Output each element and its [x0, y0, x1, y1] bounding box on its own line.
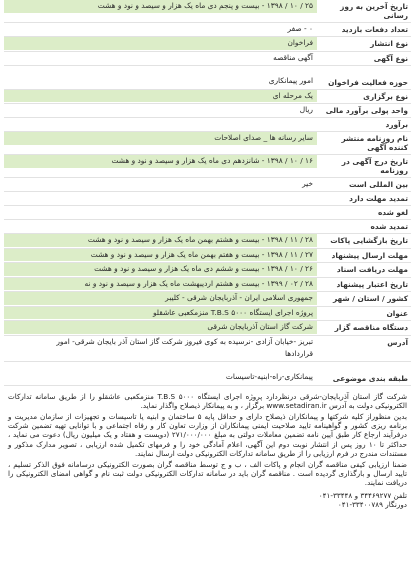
field-value: خیر	[4, 178, 317, 191]
field-receive-deadline	[4, 263, 411, 278]
field-ad-type	[4, 52, 411, 66]
field-label: تاریخ درج آگهی در روزنامه	[341, 157, 408, 175]
field-address	[4, 336, 411, 362]
field-value: سایر رسانه ها _ صدای اصلاحات	[4, 132, 317, 146]
field-label: حوزه فعالیت فراخوان	[328, 77, 408, 87]
field-category	[4, 66, 411, 90]
field-send-deadline	[4, 249, 411, 264]
field-value	[4, 206, 317, 219]
field-estimate	[4, 118, 411, 132]
field-value	[4, 192, 317, 205]
field-value: تبریز -خیابان آزادی -نرسیده به کوی فیروز شرکت گاز استان آذر بایجان شرقی- امور	[4, 336, 317, 349]
field-label: مهلت ارسال پیشنهاد	[331, 250, 408, 260]
field-value: جمهوری اسلامی ایران - آذربایجان شرقی - کلیبر	[4, 292, 317, 306]
field-value: آگهی مناقصه	[4, 52, 317, 65]
field-label: تعداد دفعات بازدید	[341, 25, 408, 34]
field-province	[4, 292, 411, 307]
field-value: ۲۸ / ۰۲ / ۱۳۹۹ - بیست و هشتم اردیبهشت ماه یک هزار و سیصد و نود و نه	[4, 278, 317, 292]
field-label: بین المللی است	[349, 180, 408, 189]
field-label: برآورد	[385, 120, 408, 129]
field-cancelled	[4, 206, 411, 220]
field-extension	[4, 192, 411, 206]
field-publish-date	[4, 155, 411, 178]
field-value	[4, 118, 317, 131]
field-label: کشور / استان / شهر	[332, 294, 408, 303]
field-value	[4, 220, 317, 233]
field-last-change	[4, 0, 411, 23]
field-value: ۰ - صفر	[4, 23, 317, 36]
field-subject-class	[4, 362, 411, 386]
field-value: ۲۵ / ۱۰ / ۱۳۹۸ - بیست و پنجم دی ماه یک هزار و سیصد و نود و هشت	[4, 0, 317, 14]
field-label: تاریخ اعتبار پیشنهاد	[336, 279, 408, 289]
description-intro: شرکت گاز استان آذربایجان-شرقی درنظردارد پروژه اجرای ایستگاه ۵۰۰۰ T.B.S منزمکعبی عاشقلو را از طریق سامانه تدارکات الکترونیکی دولت به آدرس www.setadiran.ir برگزار ، و به پیمانکار ذیصلاح واگذار نماید.	[8, 391, 407, 410]
field-newspaper	[4, 132, 411, 155]
field-label: لغو شده	[377, 208, 408, 217]
field-value: ۱۶ / ۱۰ / ۱۳۹۸ - شانزدهم دی ماه یک هزار و سیصد و نود و هشت	[4, 155, 317, 169]
field-title	[4, 307, 411, 322]
field-holding-type	[4, 90, 411, 105]
field-visits	[4, 23, 411, 37]
field-value: ۲۸ / ۱۱ / ۱۳۹۸ - بیست و هشتم بهمن ماه یک هزار و سیصد و نود و هشت	[4, 234, 317, 248]
field-label: دستگاه مناقصه گزار	[334, 323, 408, 332]
field-value: یک مرحله ای	[4, 90, 317, 104]
field-label: تمدید مهلت دارد	[349, 194, 408, 203]
field-value: قراردادها	[4, 348, 317, 361]
field-label: نوع برگزاری	[363, 91, 408, 101]
field-value: پروژه اجرای ایستگاه ۵۰۰۰ T.B.S منزمکعبی عاشقلو	[4, 307, 317, 321]
spacer	[4, 362, 317, 371]
tender-description	[4, 390, 411, 511]
field-label: نوع انتشار	[370, 39, 408, 48]
field-label: مهلت دریافت اسناد	[336, 265, 408, 274]
field-label: تمدید شده	[370, 222, 408, 231]
field-opening-date	[4, 234, 411, 249]
field-org	[4, 321, 411, 336]
fax-number: دورنگار ۳۳۴۰۰۷۸۹-۰۴۱	[337, 499, 407, 509]
field-label: عنوان	[386, 308, 408, 318]
field-value: ریال	[4, 104, 317, 117]
field-label: تاریخ بازگشایی پاکات	[330, 236, 408, 245]
field-label: آدرس	[387, 337, 408, 347]
field-value: شرکت گاز استان آذربایجان شرقی	[4, 321, 317, 335]
field-validity	[4, 278, 411, 293]
field-label: تاریخ آخرین به روز رسانی	[340, 2, 408, 20]
contact-info	[8, 491, 407, 509]
phone-number: تلفن ۳۴۴۶۹۲۷۷ و ۳۳۴۴۸-۰۴۱	[318, 490, 407, 500]
field-value: پیمانکاری-راه-ابنیه-تاسیسات	[4, 371, 317, 384]
description-requirements: بدین منظوراز کلیه شرکتها و پیمانکاران ذیصلاح دارای و حداقل پایه ۵ ساختمان و ابنیه یا تاسیسات و تجهیزات از سازمان مدیریت و برنامه ریزی کشور و گواهینامه تایید صلاحیت ایمنی پیمانکاران از وزارت تعاون کار و رفاه اجتماعی و با توانایی تهیه تضمین شرکت درفرآیند ارجاع کار طبق آیین نامه تضمین معاملات دولتی به مبلغ ۲۷۱/۰۰۰/۰۰۰ (دویست و هفتاد و یک میلیون ریال) دعوت می نماید ، حداکثر تا ۱۰ روز پس از انتشار نوبت دوم این آگهی، اعلام آمادگی خود را و فرمهای تکمیل شده ارزیابی ، تصویر مدارک مذکور و مستندات مندرج در فرم ارزیابی را از طریق سامانه تدارکات الکترونیکی دولت ارسال نمایند.	[8, 411, 408, 458]
field-label: واحد پولی برآورد مالی	[325, 106, 408, 115]
field-currency	[4, 104, 411, 118]
field-value: فراخوان	[4, 37, 317, 51]
field-label: نام روزنامه منتشر کننده آگهی	[341, 134, 408, 152]
description-note: ضمنا ارزیابی کیفی مناقصه گران انجام و پاکات الف ، ب و ج توسط مناقصه گران بصورت الکترونیکی درسامانه فوق الذکر تسلیم ، تایید ارسال و بارگذاری گردیده است . مناقصه گران باید در سامانه تدارکات الکترونیکی دولت ثبت نام و گواهی امضای الکترونیکی را دریافت نمایند.	[8, 459, 407, 488]
field-value: ۲۶ / ۱۰ / ۱۳۹۸ - بیست و ششم دی ماه یک هزار و سیصد و نود و هشت	[4, 263, 317, 277]
spacer	[4, 66, 317, 75]
field-intl	[4, 178, 411, 192]
tender-details	[4, 0, 411, 386]
field-value: امور پیمانکاری	[4, 75, 317, 88]
field-label: نوع آگهی	[373, 53, 408, 63]
field-extended	[4, 220, 411, 234]
field-label: طبقه بندی موضوعی	[332, 373, 408, 383]
field-publish-type	[4, 37, 411, 52]
field-value: ۲۷ / ۱۱ / ۱۳۹۸ - بیست و هفتم بهمن ماه یک هزار و سیصد و نود و هشت	[4, 249, 317, 263]
